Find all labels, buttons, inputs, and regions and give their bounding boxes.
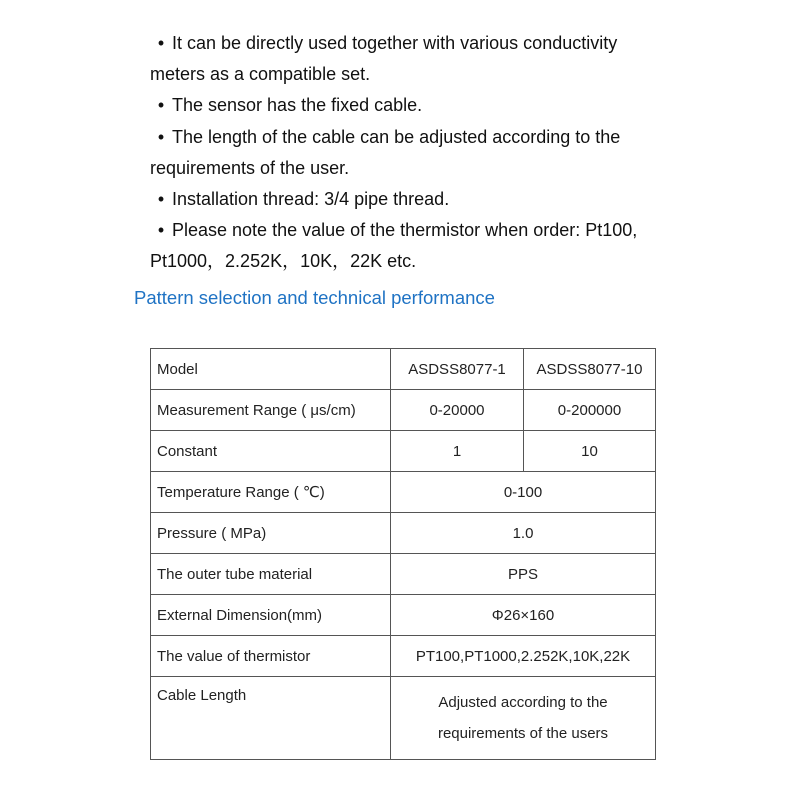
thermistor-value: PT100,PT1000,2.252K,10K,22K bbox=[391, 636, 656, 677]
row-label-dimension: External Dimension(mm) bbox=[151, 595, 391, 636]
feature-text-continuation: meters as a compatible set. bbox=[150, 64, 371, 85]
temperature-range-value: 0-100 bbox=[391, 472, 656, 513]
feature-text: The sensor has the fixed cable. bbox=[172, 95, 423, 116]
bullet-marker: • bbox=[157, 95, 165, 116]
bullet-marker: • bbox=[157, 220, 165, 241]
feature-text-continuation: Pt1000，2.252K，10K，22K etc. bbox=[150, 251, 417, 272]
cable-length-line-2: requirements of the users bbox=[437, 725, 609, 742]
table-row bbox=[151, 349, 656, 390]
measurement-range-value-1: 0-20000 bbox=[391, 390, 524, 431]
feature-item bbox=[150, 122, 670, 184]
table-row bbox=[151, 513, 656, 554]
feature-text: It can be directly used together with various conductivity bbox=[172, 33, 618, 53]
table-row bbox=[151, 390, 656, 431]
feature-text: Installation thread: 3/4 pipe thread. bbox=[172, 189, 450, 210]
constant-value-2: 10 bbox=[524, 431, 656, 472]
row-label-cable-length: Cable Length bbox=[151, 677, 391, 760]
feature-list bbox=[150, 28, 670, 278]
cable-length-value bbox=[391, 677, 656, 760]
feature-item bbox=[150, 90, 670, 121]
row-label-pressure: Pressure ( MPa) bbox=[151, 513, 391, 554]
feature-item bbox=[150, 184, 670, 215]
feature-item bbox=[150, 28, 670, 90]
row-label-thermistor: The value of thermistor bbox=[151, 636, 391, 677]
dimension-value: Φ26×160 bbox=[391, 595, 656, 636]
table-row bbox=[151, 595, 656, 636]
row-label-outer-tube: The outer tube material bbox=[151, 554, 391, 595]
model-value-1: ASDSS8077-1 bbox=[391, 349, 524, 390]
table-row bbox=[151, 677, 656, 760]
feature-text-continuation: requirements of the user. bbox=[150, 157, 350, 178]
row-label-model: Model bbox=[151, 349, 391, 390]
outer-tube-value: PPS bbox=[391, 554, 656, 595]
table-row bbox=[151, 554, 656, 595]
row-label-temperature-range: Temperature Range ( ℃) bbox=[151, 472, 391, 513]
model-value-2: ASDSS8077-10 bbox=[524, 349, 656, 390]
spec-table bbox=[150, 348, 656, 760]
section-heading: Pattern selection and technical performance bbox=[134, 287, 495, 308]
row-label-measurement-range: Measurement Range ( μs/cm) bbox=[151, 390, 391, 431]
feature-item bbox=[150, 215, 670, 277]
cable-length-line-1: Adjusted according to the bbox=[438, 694, 608, 711]
bullet-marker: • bbox=[157, 126, 165, 147]
measurement-range-value-2: 0-200000 bbox=[524, 390, 656, 431]
bullet-marker: • bbox=[157, 33, 165, 53]
row-label-constant: Constant bbox=[151, 431, 391, 472]
table-row bbox=[151, 431, 656, 472]
bullet-marker: • bbox=[157, 189, 165, 210]
table-row bbox=[151, 472, 656, 513]
constant-value-1: 1 bbox=[391, 431, 524, 472]
feature-text: Please note the value of the thermistor when order: Pt100, bbox=[172, 220, 638, 241]
pressure-value: 1.0 bbox=[391, 513, 656, 554]
feature-text: The length of the cable can be adjusted according to the bbox=[172, 126, 621, 147]
table-row bbox=[151, 636, 656, 677]
